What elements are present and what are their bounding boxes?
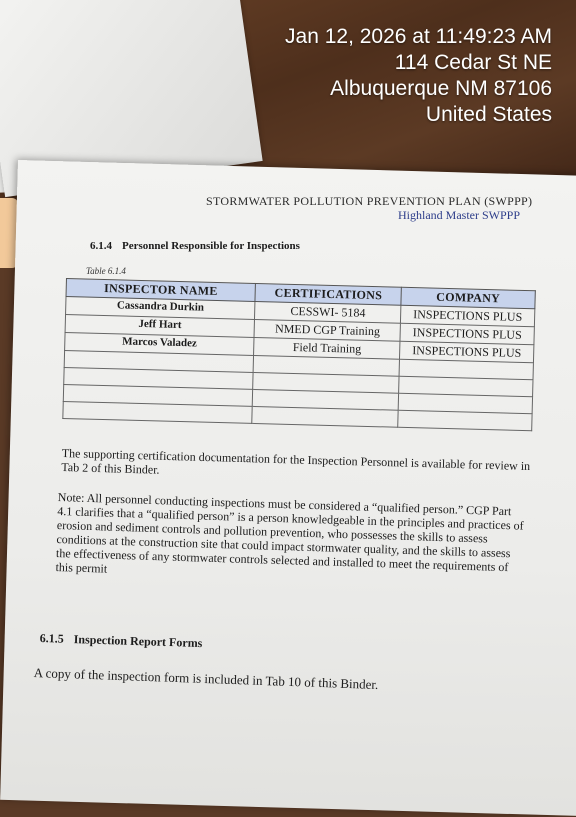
company-cell: INSPECTIONS PLUS (400, 323, 534, 344)
section-title: Inspection Report Forms (73, 632, 203, 651)
section-heading-6-1-4 (90, 240, 300, 252)
document-header-title: STORMWATER POLLUTION PREVENTION PLAN (SWPPP) (206, 194, 533, 208)
stamp-country: United States (425, 103, 552, 126)
inspection-form-paragraph: A copy of the inspection form is included in Tab 10 of this Binder. (33, 665, 379, 693)
section-number: 6.1.4 (90, 240, 112, 252)
certification-cell: NMED CGP Training (254, 319, 400, 341)
qualified-person-note: Note: All personnel conducting inspections must be considered a “qualified person.” CGP Part 4.1 clarifies that a “qualified person” is a person knowledgeable in the principles and practices of erosion and sediment controls and pollution prevention, who possesses the skills to assess conditions at the construction site that could impact stormwater quality, and the skills to assess the effectiveness of any stormwater controls selected and installed to meet the requirements of this permit (55, 490, 524, 576)
company-cell: INSPECTIONS PLUS (401, 305, 535, 326)
stamp-street: 114 Cedar St NE (394, 51, 552, 74)
column-header-inspector-name: INSPECTOR NAME (66, 279, 256, 302)
personnel-table (62, 278, 536, 431)
certification-cell: Field Training (254, 337, 400, 359)
section-number: 6.1.5 (39, 631, 64, 646)
supporting-documentation-paragraph: The supporting certification documentation for the Inspection Personnel is available for review in Tab 2 of this Binder. (61, 446, 531, 477)
column-header-company: COMPANY (401, 287, 535, 308)
inspector-name-cell: Marcos Valadez (65, 332, 255, 355)
stamp-datetime: Jan 12, 2026 at 11:49:23 AM (285, 25, 552, 48)
table-caption: Table 6.1.4 (86, 266, 126, 276)
inspector-name-cell: Cassandra Durkin (66, 297, 256, 320)
certification-cell: CESSWI- 5184 (255, 301, 401, 323)
inspector-name-cell: Jeff Hart (65, 315, 255, 338)
stamp-city: Albuquerque NM 87106 (330, 77, 552, 100)
section-title: Personnel Responsible for Inspections (122, 240, 300, 252)
company-cell (398, 410, 532, 430)
document-page (0, 160, 576, 817)
document-header-subtitle: Highland Master SWPPP (398, 208, 521, 222)
company-cell: INSPECTIONS PLUS (400, 341, 534, 362)
column-header-certifications: CERTIFICATIONS (255, 283, 401, 305)
photo-timestamp-overlay (285, 24, 552, 128)
certification-cell (252, 406, 398, 427)
